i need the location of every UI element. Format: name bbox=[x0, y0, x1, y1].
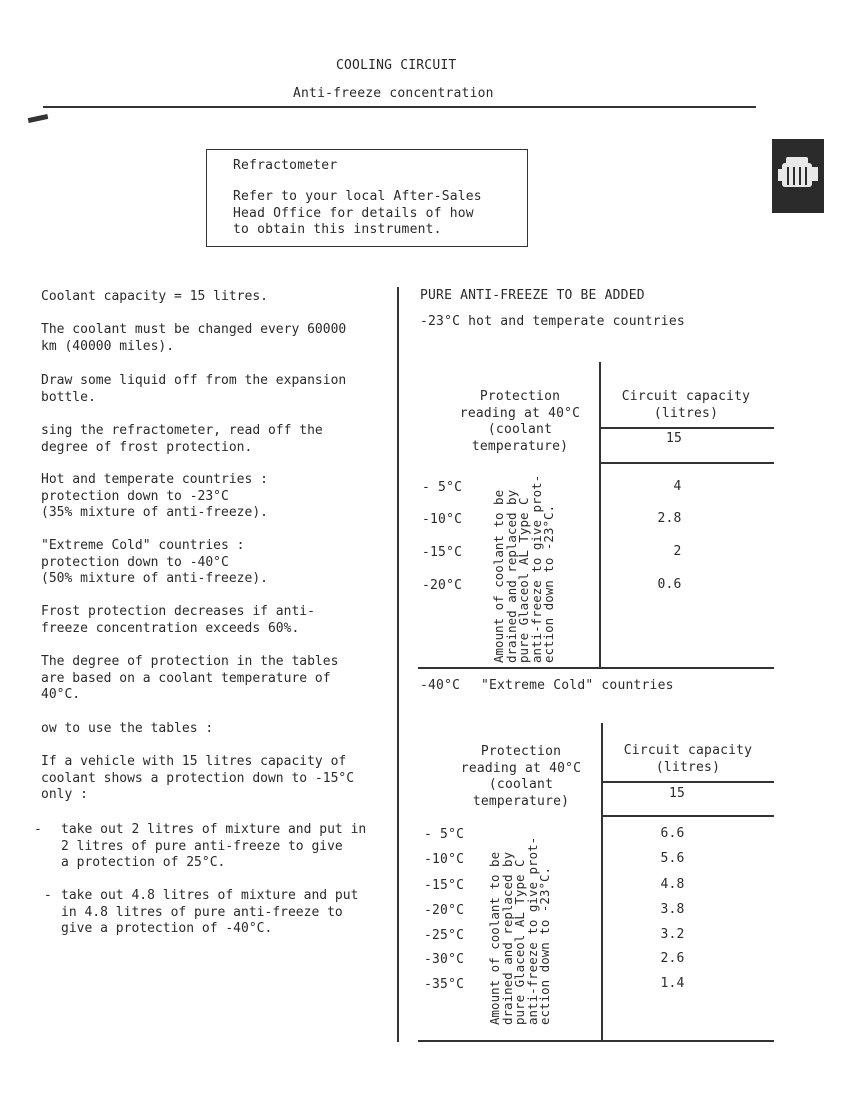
table2-col2-header: Circuit capacity (litres) bbox=[623, 743, 753, 775]
table2-value-4: 3.8 bbox=[660, 902, 685, 917]
draw-liquid: Draw some liquid off from the expansion bottle. bbox=[41, 373, 347, 405]
notice-line-3: to obtain this instrument. bbox=[233, 222, 442, 237]
table1-temp-4: -20°C bbox=[422, 578, 463, 593]
table2-temp-4: -20°C bbox=[424, 903, 465, 918]
bullet-dash-1: - bbox=[34, 822, 42, 837]
table2-col1-header: Protection reading at 40°C (coolant temperature) bbox=[460, 744, 582, 809]
bullet-2: take out 4.8 litres of mixture and put in 4.8 litres of pure anti-freeze to give a protection of -40°C. bbox=[61, 888, 359, 936]
table2-value-1: 6.6 bbox=[660, 826, 685, 841]
page-subtitle: Anti-freeze concentration bbox=[293, 86, 494, 101]
table1-temp-2: -10°C bbox=[422, 512, 463, 527]
table2-capacity-rule bbox=[601, 815, 774, 817]
table1-col2-header: Circuit capacity (litres) bbox=[621, 389, 751, 421]
column-divider bbox=[397, 287, 399, 1042]
table1-capacity-rule bbox=[599, 462, 774, 464]
table1-col1-header: Protection reading at 40°C (coolant temperature) bbox=[459, 389, 581, 454]
notice-line-2: Head Office for details of how bbox=[233, 206, 474, 221]
bullet-1: take out 2 litres of mixture and put in 2 litres of pure anti-freeze to give a protection of 25°C. bbox=[61, 822, 367, 870]
hot-countries: Hot and temperate countries : protection down to -23°C (35% mixture of anti-freeze). bbox=[41, 472, 268, 520]
header-rule bbox=[43, 106, 756, 108]
use-refractometer: sing the refractometer, read off the degree of frost protection. bbox=[41, 423, 323, 455]
frost-protection-note: Frost protection decreases if anti- freeze concentration exceeds 60%. bbox=[41, 604, 315, 636]
notice-title: Refractometer bbox=[233, 158, 338, 173]
bullet-dash-2: - bbox=[44, 888, 52, 903]
coolant-change-interval: The coolant must be changed every 60000 km (40000 miles). bbox=[41, 322, 347, 354]
table1-value-1: 4 bbox=[673, 479, 682, 494]
coolant-capacity: Coolant capacity = 15 litres. bbox=[41, 289, 268, 304]
section-tab bbox=[772, 139, 824, 213]
table2-caption-temp: -40°C bbox=[420, 678, 461, 693]
example-intro: If a vehicle with 15 litres capacity of coolant shows a protection down to -15°C only : bbox=[41, 754, 355, 802]
table2-caption: "Extreme Cold" countries bbox=[481, 678, 674, 693]
table2-capacity: 15 bbox=[668, 786, 686, 801]
table2-temp-2: -10°C bbox=[424, 852, 465, 867]
table1-caption: -23°C hot and temperate countries bbox=[420, 314, 685, 329]
table1-vertical-note: Amount of coolant to be drained and replaced by pure Glaceol AL Type C anti-freeze to give prot- ection down to -23°C. bbox=[491, 474, 556, 663]
how-to-use-heading: ow to use the tables : bbox=[41, 721, 214, 736]
temperature-basis: The degree of protection in the tables are based on a coolant temperature of 40°C. bbox=[41, 654, 339, 702]
table1-temp-3: -15°C bbox=[422, 545, 463, 560]
table2-value-3: 4.8 bbox=[660, 877, 685, 892]
pure-antifreeze-heading: PURE ANTI-FREEZE TO BE ADDED bbox=[420, 288, 645, 303]
table1-temp-1: - 5°C bbox=[422, 480, 463, 495]
table2-bottom-rule bbox=[418, 1040, 774, 1042]
table1-value-2: 2.8 bbox=[657, 511, 682, 526]
table2-value-7: 1.4 bbox=[660, 976, 685, 991]
table1-bottom-rule bbox=[418, 667, 774, 669]
engine-icon bbox=[772, 139, 824, 213]
table2-value-6: 2.6 bbox=[660, 951, 685, 966]
table2-temp-1: - 5°C bbox=[424, 827, 465, 842]
extreme-cold-countries: "Extreme Cold" countries : protection down to -40°C (50% mixture of anti-freeze). bbox=[41, 538, 268, 586]
table1-value-4: 0.6 bbox=[657, 577, 682, 592]
refractometer-notice bbox=[206, 149, 528, 247]
page-title: COOLING CIRCUIT bbox=[336, 58, 457, 73]
table1-header-rule bbox=[599, 427, 774, 429]
table1-capacity: 15 bbox=[665, 431, 683, 446]
table2-value-2: 5.6 bbox=[660, 851, 685, 866]
table2-temp-3: -15°C bbox=[424, 878, 465, 893]
table2-header-rule bbox=[601, 781, 774, 783]
table2-value-5: 3.2 bbox=[660, 927, 685, 942]
table2-temp-7: -35°C bbox=[424, 977, 465, 992]
table1-value-3: 2 bbox=[673, 544, 682, 559]
margin-mark bbox=[28, 114, 49, 123]
table2-vertical-note: Amount of coolant to be drained and replaced by pure Glaceol AL Type C anti-freeze to give prot- ection down to -23°C. bbox=[487, 836, 552, 1025]
notice-line-1: Refer to your local After-Sales bbox=[233, 189, 482, 204]
table2-temp-6: -30°C bbox=[424, 952, 465, 967]
table2-temp-5: -25°C bbox=[424, 928, 465, 943]
